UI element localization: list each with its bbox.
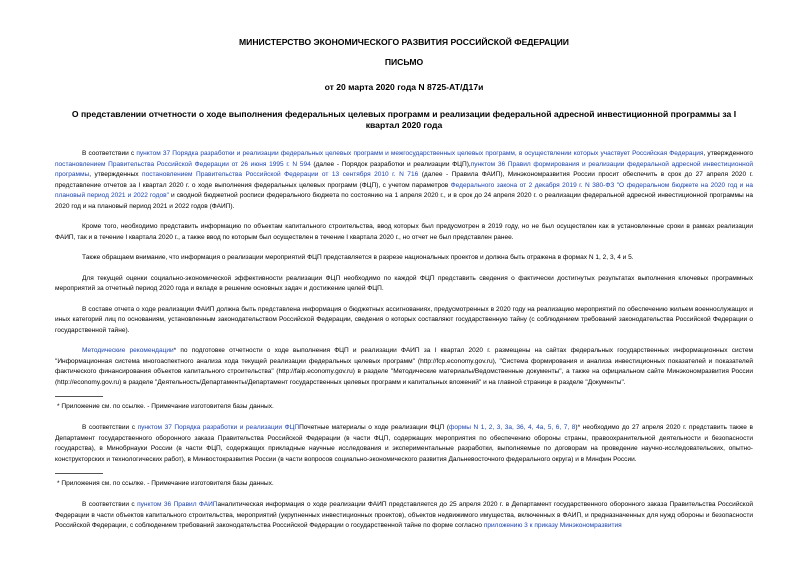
document-type: ПИСЬМО (384, 57, 424, 67)
link-resolution-716[interactable]: постановлением Правительства Российской Федерации от 13 сентября 2010 г. N 716 (142, 171, 419, 178)
text: * по подготовке отчетности о ходе выполнения ФЦП и реализации ФАИП за I квартал 2020 г. размещены на сайтах федеральных государственных информационных систем "Информационная система многоаспектного анализа хода текущей реализации федеральных целевых программ" (http://fcp.economy.gov.ru), "Система формирования и анализа инвестиционных показателей и показателей фактического финансирования объектов капитального строительства" (http://faip.economy.gov.ru) в разделе "Методические материалы/Ведомственные документы", а также на официальном сайте Минэкономразвития России (http://economy.gov.ru) в разделе "Деятельность/Департаменты/Департамент государственных целевых программ и капитальных вложений" и на главной странице в разделе "Документы". (55, 347, 753, 386)
paragraph-6 (55, 346, 753, 388)
link-faip-rules-item-36[interactable]: пунктом 36 Правил ФАИП (137, 501, 218, 508)
link-rules-item-36[interactable]: пунктом 36 Правил формирования и реализации федеральной адресной инвестиционной программы (55, 160, 754, 178)
paragraph-2: Кроме того, необходимо представить информацию по объектам капитального строительства, ввод которых был предусмотрен в 2019 году, но не был осуществлен как в установленные сроки в рамках реализации ФАИП, так и в течение I квартала 2020 г., а также ввод по которым был осуществлен в течение I квартала 2020 г., но отчет не был представлен ранее. (55, 223, 753, 241)
text: Почетные материалы о ходе реализации ФЦП ( (299, 424, 450, 431)
text: (далее - Правила ФАИП), Минэкономразвития России просит обеспечить в срок до 27 апреля 2020 г. представление отчетов за I квартал 2020 г. о ходе выполнения федеральных целевых программ (ФЦП), с учетом параметров (55, 171, 753, 189)
link-forms[interactable]: формы N 1, 2, 3, 3а, 36, 4, 4а, 5, 6, 7, 8 (449, 424, 576, 431)
footnote-1: * Приложение см. по ссылке. - Примечание изготовителя базы данных. (57, 403, 274, 410)
text: В соответствии с (82, 424, 138, 431)
paragraph-7 (55, 423, 753, 465)
link-resolution-594[interactable]: постановлением Правительства Российской Федерации от 26 июня 1995 г. N 594 (55, 160, 311, 168)
text: (далее - Порядок разработки и реализации ФЦП), (310, 160, 471, 168)
link-order-fcp-item-37[interactable]: пунктом 37 Порядка разработки и реализации ФЦП (137, 424, 300, 431)
link-appendix-3[interactable]: приложению 3 к приказу Минэкономразвития (483, 522, 622, 529)
footnote-divider (55, 473, 103, 474)
paragraph-8 (55, 500, 753, 529)
text: )* необходимо до 27 апреля 2020 г. представить также в Департамент государственного оборонного заказа Правительства Российской Федерации (в части ФЦП, содержащих мероприятия по обеспечению обороны страны, правоохранительной деятельности и безопасности государства), в Минобрнауки России (в части ФЦП, содержащих прикладные научные исследования и экспериментальные разработки, выполняемые по договорам на проведение научно-исследовательских, опытно-конструкторских и технологических работ), в Минвостокразвития России (в части вопросов социально-экономического развития Дальневосточного федерального округа) и в Минфин России. (55, 424, 753, 463)
link-order-item-37[interactable]: пунктом 37 Порядка разработки и реализации федеральных целевых программ и межгосударственных целевых программ, в осуществлении которых участвует Российская Федерация (136, 150, 704, 157)
link-methodical-recommendations[interactable]: Методические рекомендации (82, 347, 174, 354)
paragraph-4: Для текущей оценки социально-экономической эффективности реализации ФЦП необходимо по каждой ФЦП представить сведения о фактически достигнутых результатах выполнения ключевых программных мероприятий за отчетный период 2020 года и вкладе в решение основных задач и достижение целей ФЦП. (55, 274, 753, 292)
text: аналитическая информация о ходе реализации ФАИП представляется до 25 апреля 2020 г. в Департамент государственного оборонного заказа Правительства Российской Федерации в части объектов капитального строительства, мероприятий (укрупненных инвестиционных проектов), объектов недвижимого имущества, включенных в ФАИП, и предназначенных для нужд обороны и безопасности Российской Федерации, с соблюдением требований законодательства Российской Федерации о государственной тайне по форме согласно (55, 501, 753, 529)
organization-title: МИНИСТЕРСТВО ЭКОНОМИЧЕСКОГО РАЗВИТИЯ РОССИЙСКОЙ ФЕДЕРАЦИИ (239, 37, 569, 47)
text: , утвержденного (703, 150, 753, 157)
link-federal-law-380[interactable]: Федерального закона от 2 декабря 2019 г. N 380-ФЗ "О федеральном бюджете на 2020 год и на плановый период 2021 и 2022 годов" (55, 181, 753, 199)
document-title: О представлении отчетности о ходе выполнения федеральных целевых программ и реализации федеральной адресной инвестиционной программы за I квартал 2020 года (71, 109, 737, 130)
text: В соответствии с (82, 150, 137, 157)
footnote-2: * Приложения см. по ссылке. - Примечание изготовителя базы данных. (57, 480, 274, 487)
text: , утвержденных (89, 171, 143, 178)
paragraph-1 (55, 149, 753, 212)
paragraph-5: В составе отчета о ходе реализации ФАИП должна быть представлена информация о бюджетных ассигнованиях, предусмотренных в 2020 году на реализацию мероприятий по обеспечению жильем военнослужащих и иных категорий лиц по основаниям, установленным законодательством Российской Федерации, сведения о которых составляют государственную тайну (с соблюдением требований законодательства Российской Федерации о государственной тайне). (55, 305, 753, 334)
text: и сводной бюджетной росписи федерального бюджета по состоянию на 1 апреля 2020 г., и в срок до 24 апреля 2020 г. о реализации федеральной адресной инвестиционной программы на 2020 год и на плановый период 2021 и 2022 годов (ФАИП). (55, 192, 754, 210)
text: В соответствии с (82, 501, 138, 508)
footnote-divider (55, 396, 103, 397)
paragraph-3: Также обращаем внимание, что информация о реализации мероприятий ФЦП представляется в разрезе национальных проектов и должна быть отражена в формах N 1, 2, 3, 4 и 5. (82, 254, 634, 261)
document-date-number: от 20 марта 2020 года N 8725-АТ/Д17и (324, 82, 484, 92)
